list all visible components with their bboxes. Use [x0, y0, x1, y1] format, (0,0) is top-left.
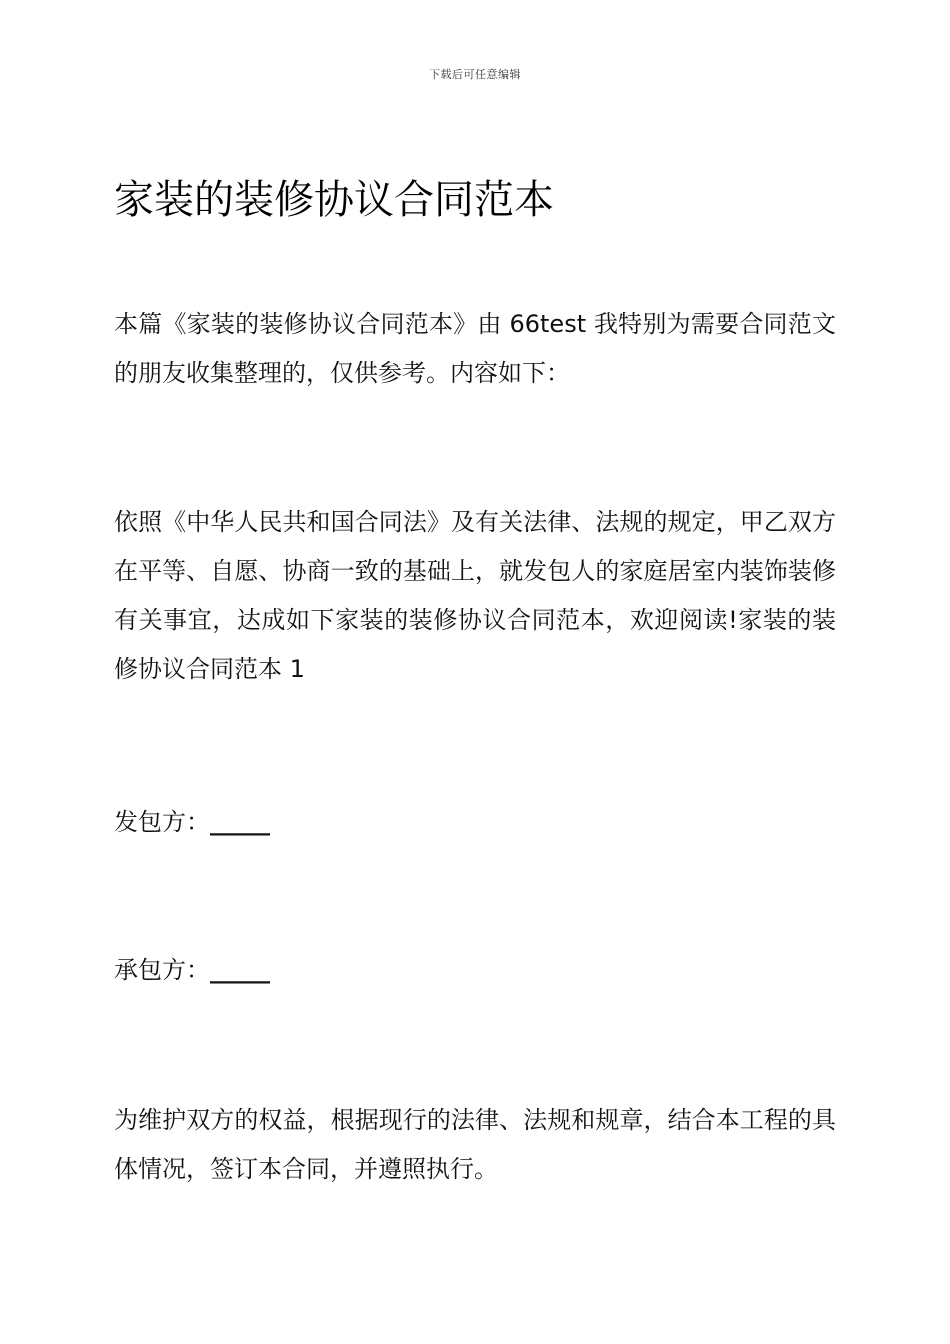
party-b-blank: _____ — [210, 956, 270, 984]
party-a-line — [114, 798, 836, 847]
party-b-label: 承包方： — [114, 956, 210, 984]
party-b-line — [114, 946, 836, 995]
purpose-paragraph: 为维护双方的权益，根据现行的法律、法规和规章，结合本工程的具体情况，签订本合同，并遵照执行。 — [114, 1106, 836, 1183]
header-note: 下载后可任意编辑 — [429, 68, 521, 81]
legal-basis-paragraph: 依照《中华人民共和国合同法》及有关法律、法规的规定，甲乙双方在平等、自愿、协商一致的基础上，就发包人的家庭居室内装饰装修有关事宜，达成如下家装的装修协议合同范本，欢迎阅读!家装的装修协议合同范本 1 — [114, 508, 836, 683]
document-title: 家装的装修协议合同范本 — [114, 177, 554, 223]
party-a-label: 发包方： — [114, 808, 210, 836]
intro-paragraph: 本篇《家装的装修协议合同范本》由 66test 我特别为需要合同范文的朋友收集整理的，仅供参考。内容如下： — [114, 310, 836, 387]
party-a-blank: _____ — [210, 808, 270, 836]
